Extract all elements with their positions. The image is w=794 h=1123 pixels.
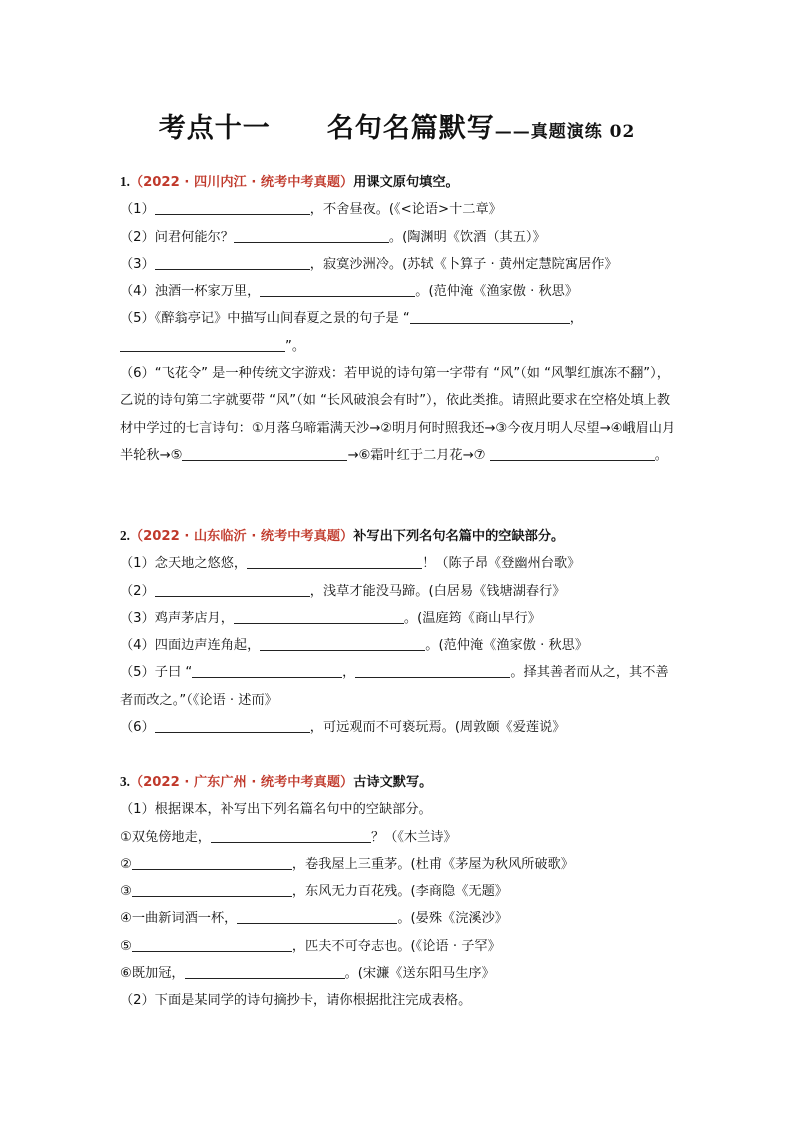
answer-blank[interactable] [155, 718, 310, 733]
q3-item-5: ⑤ ，匹夫不可夺志也。(《论语 · 子罕》 [120, 938, 501, 954]
answer-blank[interactable] [132, 855, 292, 870]
question-source: （2022 · 四川内江 · 统考中考真题） [129, 175, 354, 190]
question-number: 1. [120, 174, 130, 189]
q3-item-1: ①双兔傍地走， ？（《木兰诗》 [120, 829, 457, 845]
page-title [0, 106, 794, 145]
question-3 [120, 768, 680, 1015]
question-source: （2022 · 山东临沂 · 统考中考真题） [129, 529, 354, 544]
question-number: 3. [120, 774, 130, 789]
answer-blank[interactable] [185, 964, 345, 979]
q1-item-2: （2）问君何能尔？ 。(陶渊明《饮酒（其五）》 [120, 229, 546, 245]
answer-blank[interactable] [355, 663, 510, 678]
answer-blank[interactable] [260, 636, 425, 651]
question-2-header [120, 522, 680, 550]
answer-blank[interactable] [247, 554, 422, 569]
question-1-header [120, 168, 680, 196]
question-source: （2022 · 广东广州 · 统考中考真题） [129, 775, 354, 790]
question-instruction: 补写出下列名句名篇中的空缺部分。 [353, 529, 565, 544]
answer-blank[interactable] [132, 937, 292, 952]
question-instruction: 古诗文默写。 [353, 775, 433, 790]
q2-item-3: （3）鸡声茅店月， 。(温庭筠《商山早行》 [120, 610, 541, 626]
title-sub: ——真题演练 02 [494, 122, 636, 142]
question-instruction: 用课文原句填空。 [353, 175, 459, 190]
answer-blank[interactable] [490, 446, 655, 461]
q3-item-6: ⑥既加冠， 。(宋濂《送东阳马生序》 [120, 966, 495, 982]
answer-blank[interactable] [192, 663, 342, 678]
q3-outro: （2）下面是某同学的诗句摘抄卡，请你根据批注完成表格。 [120, 993, 472, 1009]
answer-blank[interactable] [155, 582, 310, 597]
q2-item-4: （4）四面边声连角起， 。(范仲淹《渔家傲 · 秋思》 [120, 638, 589, 654]
q2-item-5: （5）子曰 “ ， 。择其善者而从之，其不善者而改之。”（《论语 · 述而》 [120, 665, 669, 708]
answer-blank[interactable] [260, 282, 415, 297]
q1-item-6: （6）“飞花令” 是一种传统文字游戏：若甲说的诗句第一字带有 “风”（如 “风掣红旗冻不翻”），乙说的诗句第二字就要带 “风”（如 “长风破浪会有时”），依此类推。请照此要求在空格处填上教材中学过的七言诗句：①月落乌啼霜满天沙→②明月何时照我还→③今夜月明人尽望→④峨眉山月半轮秋→⑤ →⑥霜叶红于二月花→⑦ 。 [120, 366, 676, 463]
q1-item-1: （1） ，不舍昼夜。(《<论语>十二章》 [120, 202, 502, 218]
answer-blank[interactable] [120, 337, 285, 352]
question-3-header [120, 768, 680, 796]
answer-blank[interactable] [155, 255, 310, 270]
q3-item-4: ④一曲新词酒一杯， 。(晏殊《浣溪沙》 [120, 911, 508, 927]
answer-blank[interactable] [182, 446, 347, 461]
q3-intro: （1）根据课本，补写出下列名篇名句中的空缺部分。 [120, 802, 432, 818]
answer-blank[interactable] [132, 882, 292, 897]
answer-blank[interactable] [234, 228, 389, 243]
q2-item-1: （1）念天地之悠悠， ！（陈子昂《登幽州台歌》 [120, 556, 581, 572]
answer-blank[interactable] [155, 200, 310, 215]
question-2 [120, 522, 680, 741]
question-1 [120, 168, 680, 469]
q3-item-3: ③ ，东风无力百花残。(李商隐《无题》 [120, 884, 508, 900]
q3-item-2: ② ，卷我屋上三重茅。(杜甫《茅屋为秋风所破歌》 [120, 856, 574, 872]
title-main-right: 名句名篇默写 [326, 113, 495, 144]
answer-blank[interactable] [410, 309, 570, 324]
question-number: 2. [120, 528, 130, 543]
title-main-left: 考点十一 [158, 113, 271, 144]
q1-item-5-cont: ”。 [120, 333, 680, 360]
q1-item-4: （4）浊酒一杯家万里， 。(范仲淹《渔家傲 · 秋思》 [120, 284, 579, 300]
answer-blank[interactable] [234, 609, 404, 624]
q1-item-5: （5）《醉翁亭记》中描写山间春夏之景的句子是 “ ， [120, 311, 583, 327]
q2-item-6: （6） ，可远观而不可亵玩焉。(周敦颐《爱莲说》 [120, 720, 566, 736]
answer-blank[interactable] [237, 909, 397, 924]
q1-item-3: （3） ，寂寞沙洲冷。(苏轼《卜算子 · 黄州定慧院寓居作》 [120, 256, 618, 272]
q2-item-2: （2） ，浅草才能没马蹄。(白居易《钱塘湖春行》 [120, 583, 566, 599]
answer-blank[interactable] [211, 828, 371, 843]
